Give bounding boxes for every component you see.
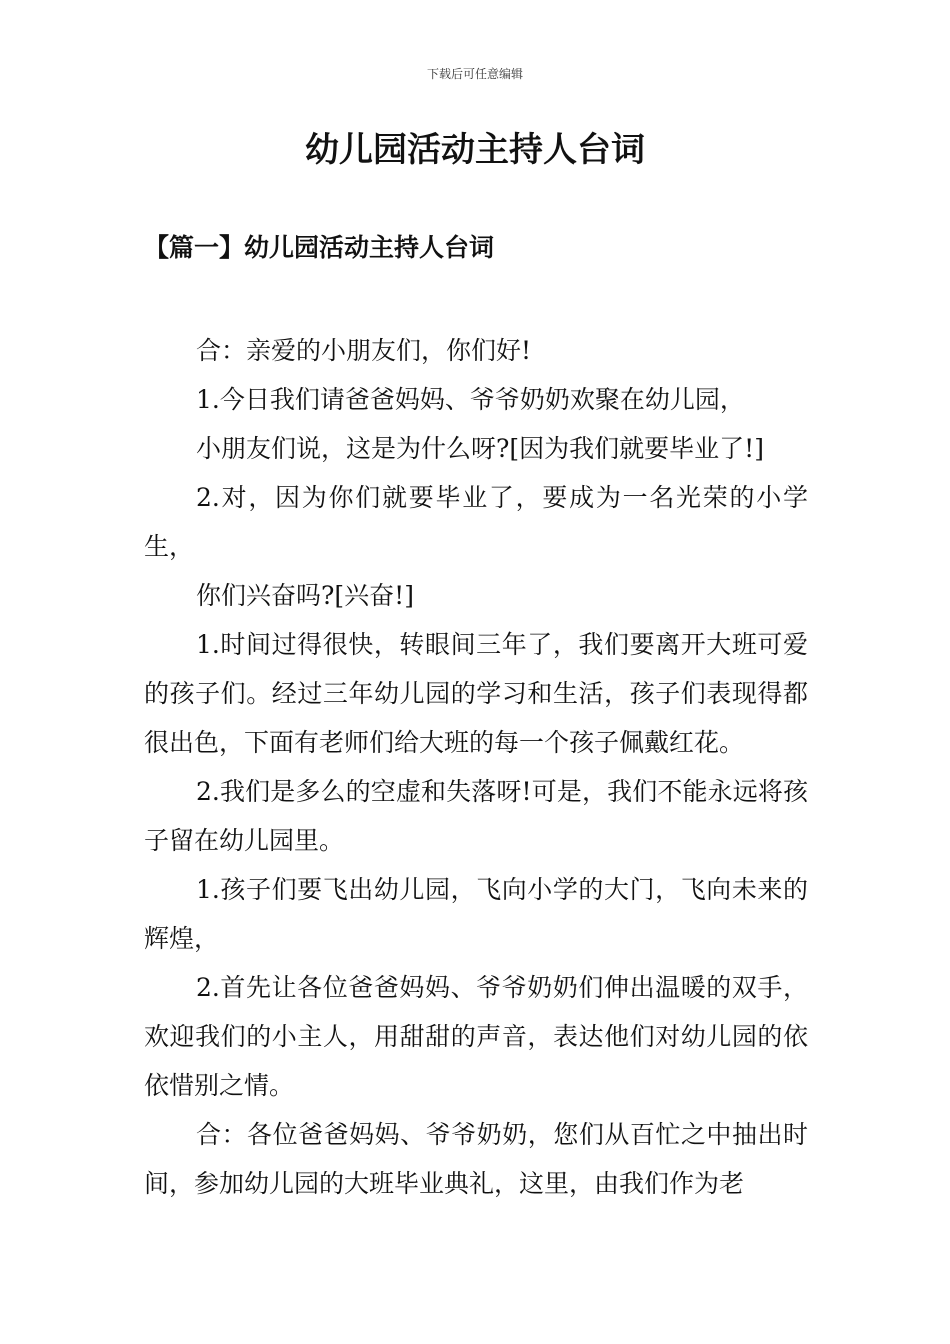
- paragraph: 1.时间过得很快，转眼间三年了，我们要离开大班可爱的孩子们。经过三年幼儿园的学习和生活，孩子们表现得都很出色，下面有老师们给大班的每一个孩子佩戴红花。: [144, 630, 808, 757]
- paragraph: 2.我们是多么的空虚和失落呀!可是，我们不能永远将孩子留在幼儿园里。: [144, 777, 808, 855]
- paragraph: 2.对，因为你们就要毕业了，要成为一名光荣的小学生，: [144, 483, 808, 561]
- paragraph: 小朋友们说，这是为什么呀?[因为我们就要毕业了!]: [196, 434, 764, 463]
- paragraph: 合：亲爱的小朋友们，你们好!: [196, 336, 532, 365]
- header-note: 下载后可任意编辑: [426, 67, 523, 81]
- paragraph: 1.孩子们要飞出幼儿园，飞向小学的大门，飞向未来的辉煌，: [144, 875, 808, 953]
- paragraph: 你们兴奋吗?[兴奋!]: [196, 581, 414, 610]
- paragraph: 2.首先让各位爸爸妈妈、爷爷奶奶们伸出温暖的双手，欢迎我们的小主人，用甜甜的声音，表达他们对幼儿园的依依惜别之情。: [144, 973, 808, 1100]
- document-title: 幼儿园活动主持人台词: [305, 130, 645, 170]
- paragraph: 1.今日我们请爸爸妈妈、爷爷奶奶欢聚在幼儿园，: [196, 385, 745, 414]
- paragraph: 合：各位爸爸妈妈、爷爷奶奶，您们从百忙之中抽出时间，参加幼儿园的大班毕业典礼，这里，由我们作为老: [144, 1120, 808, 1198]
- document-body: [144, 326, 808, 1208]
- section-heading: 【篇一】幼儿园活动主持人台词: [144, 233, 495, 262]
